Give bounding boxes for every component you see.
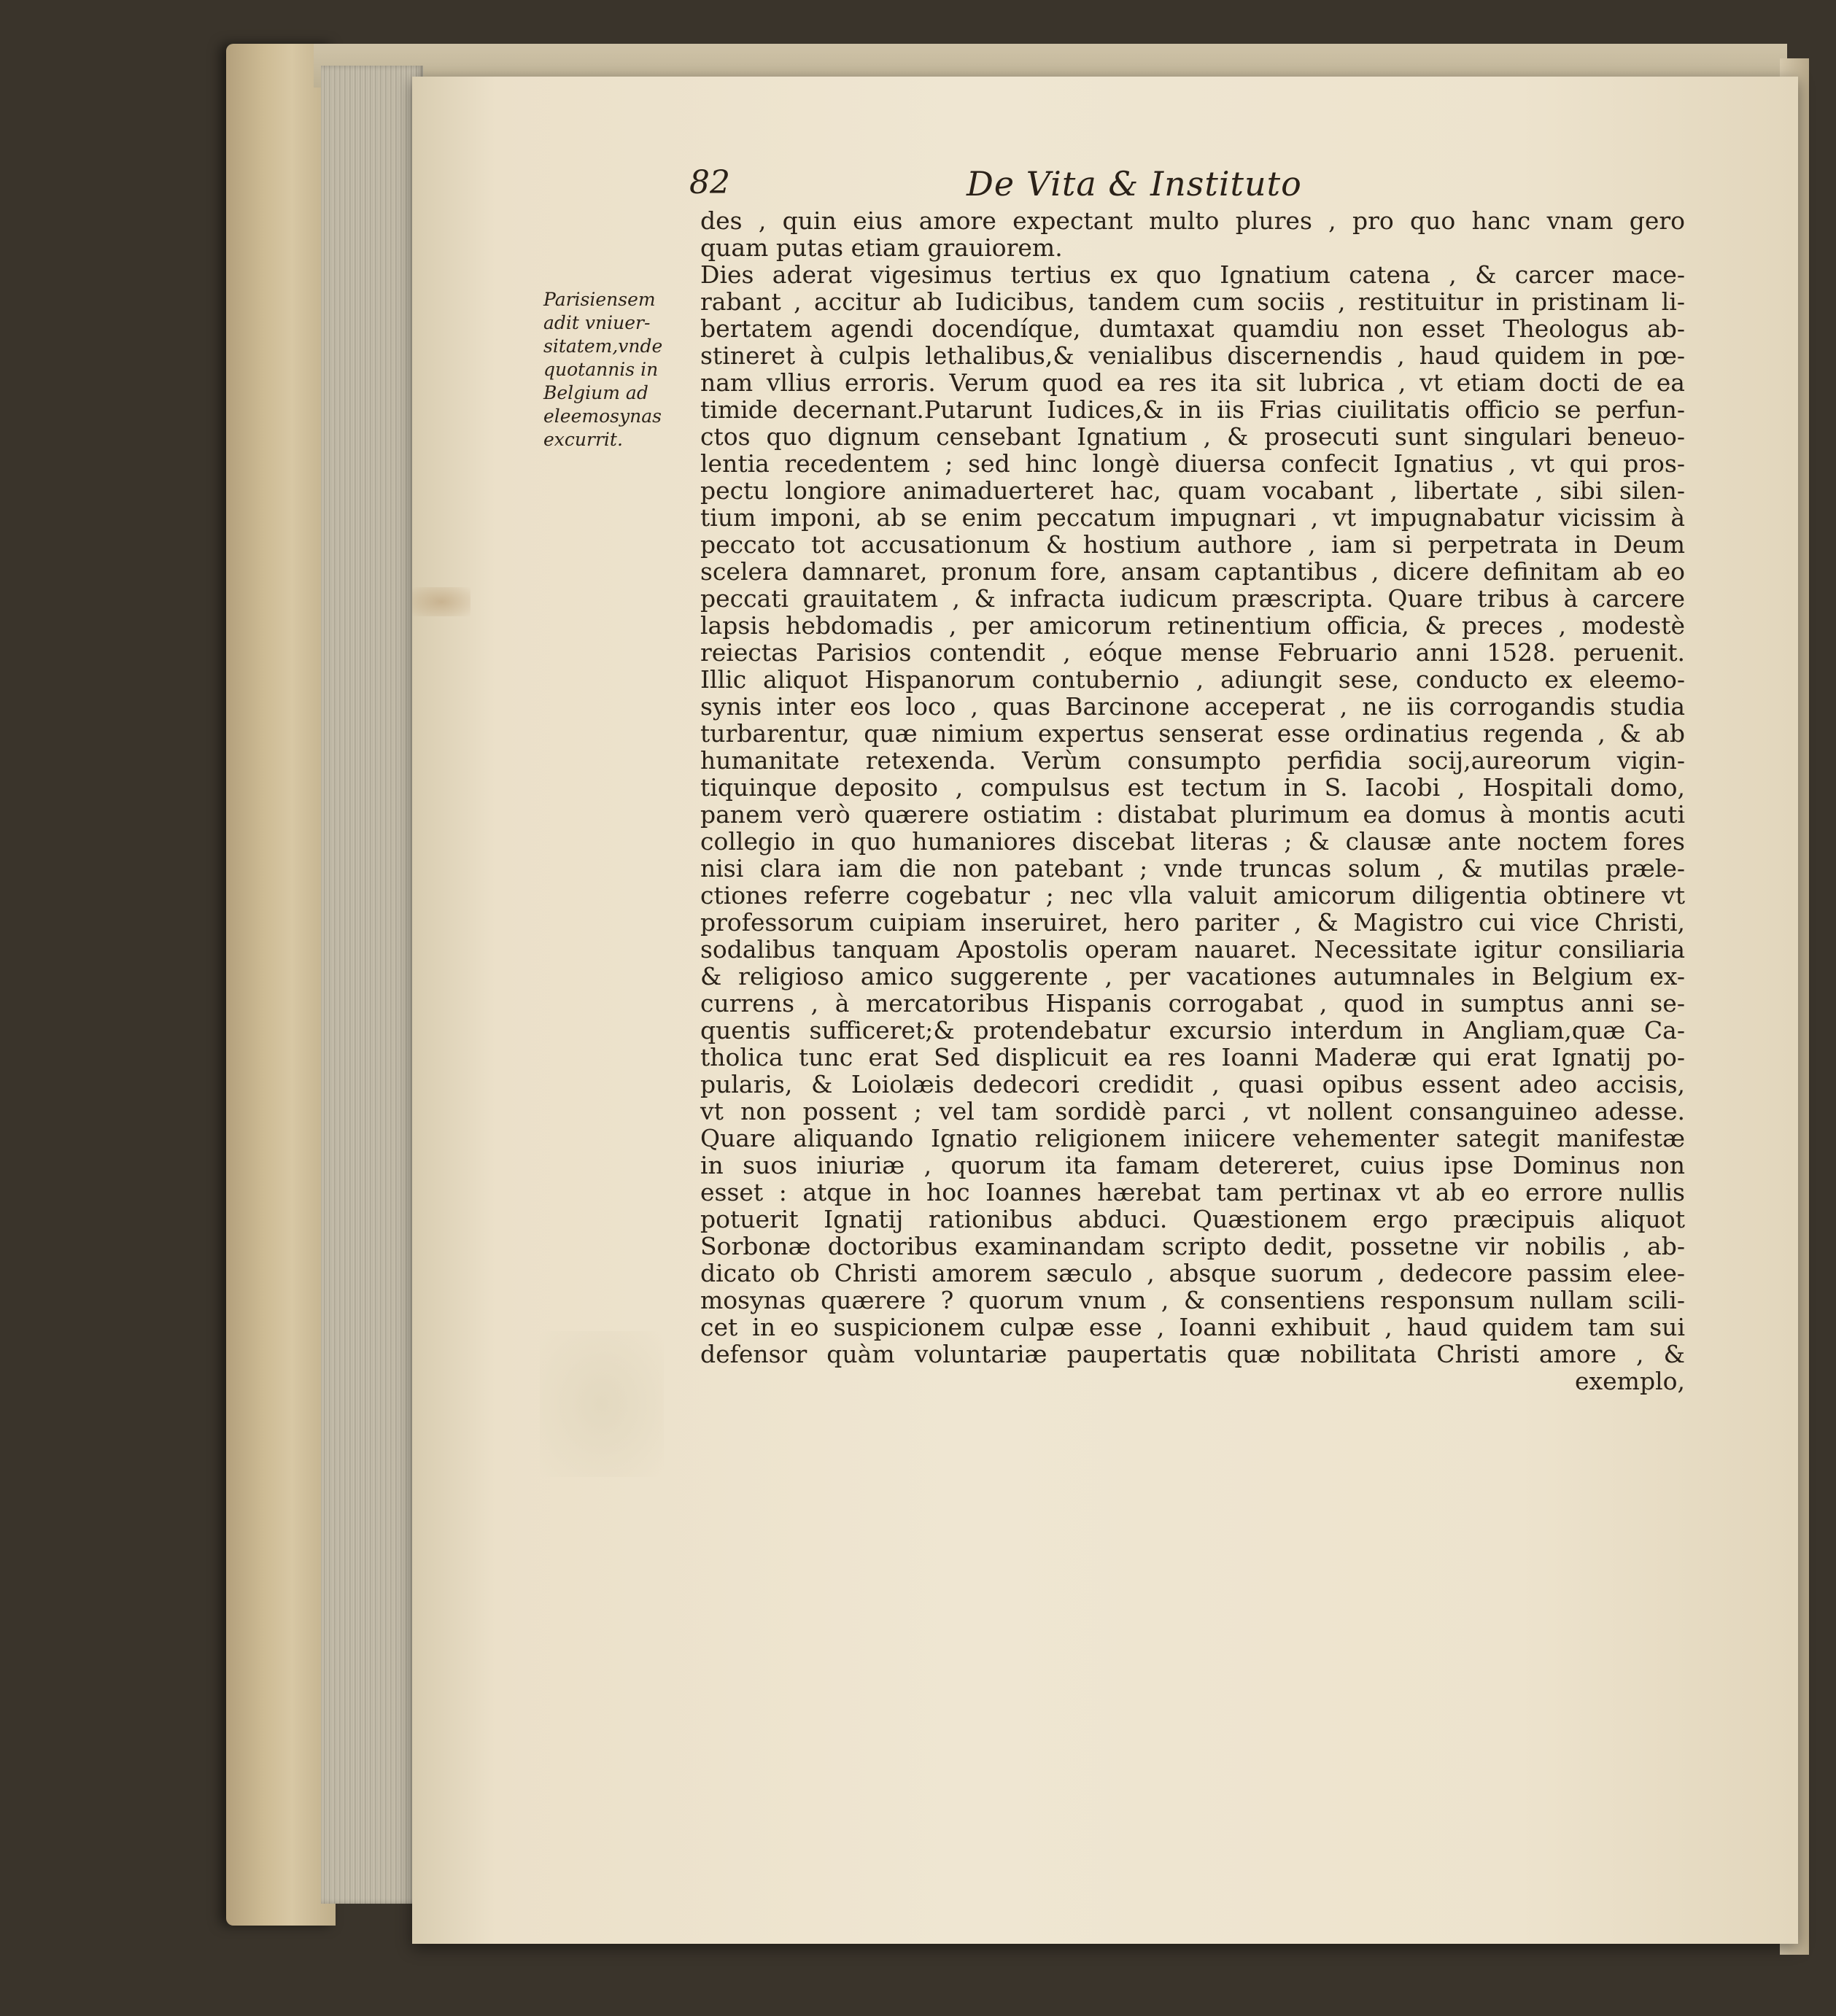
text-line: esset : atque in hoc Ioannes hærebat tam pertinax vt ab eo errore nullis <box>700 1178 1685 1206</box>
catchword: exemplo, <box>1575 1367 1685 1395</box>
text-line: nam vllius erroris. Verum quod ea res ita sit lubrica , vt etiam docti de ea <box>700 368 1685 397</box>
text-line: professorum cuipiam inseruiret, hero pariter , & Magistro cui vice Christi, <box>700 908 1685 937</box>
marginal-note-line: Parisiensem <box>543 289 656 310</box>
text-line: dicato ob Christi amorem sæculo , absque suorum , dedecore passim elee- <box>700 1259 1685 1287</box>
marginal-note-line: excurrit. <box>543 429 623 450</box>
text-line: reiectas Parisios contendit , eóque mense Februario anni 1528. peruenit. <box>700 638 1685 667</box>
body-text <box>700 208 1685 1395</box>
text-line: Quare aliquando Ignatio religionem iniicere vehementer sategit manifestæ <box>700 1124 1685 1152</box>
text-line: pectu longiore animaduerteret hac, quam vocabant , libertate , sibi silen- <box>700 476 1685 505</box>
text-line: sodalibus tanquam Apostolis operam nauaret. Necessitate igitur consiliaria <box>700 935 1685 964</box>
page-header <box>689 164 1769 208</box>
text-line: ctiones referre cogebatur ; nec vlla valuit amicorum diligentia obtinere vt <box>700 881 1685 910</box>
marginal-note-line: Belgium ad <box>543 382 648 403</box>
text-line: tium imponi, ab se enim peccatum impugnari , vt impugnabatur vicissim à <box>700 503 1685 532</box>
stain <box>412 587 470 616</box>
text-line: scelera damnaret, pronum fore, ansam captantibus , dicere definitam ab eo <box>700 557 1685 586</box>
text-line: bertatem agendi docendíque, dumtaxat quamdiu non esset Theologus ab- <box>700 314 1685 343</box>
text-line: Illic aliquot Hispanorum contubernio , adiungit sese, conducto ex eleemo- <box>700 665 1685 694</box>
text-line: turbarentur, quæ nimium expertus senserat esse ordinatius regenda , & ab <box>700 719 1685 748</box>
marginal-note-line: quotannis in <box>543 359 659 380</box>
text-line: des , quin eius amore expectant multo plures , pro quo hanc vnam gero <box>700 206 1685 235</box>
text-line: tiquinque deposito , compulsus est tectum in S. Iacobi , Hospitali domo, <box>700 773 1685 802</box>
text-line: lentia recedentem ; sed hinc longè diuersa confecit Ignatius , vt qui pros- <box>700 449 1685 478</box>
text-line: ctos quo dignum censebant Ignatium , & prosecuti sunt singulari beneuo- <box>700 422 1685 451</box>
text-line: collegio in quo humaniores discebat literas ; & clausæ ante noctem fores <box>700 827 1685 856</box>
text-line: tholica tunc erat Sed displicuit ea res Ioanni Maderæ qui erat Ignatij po- <box>700 1043 1685 1071</box>
text-line: quam putas etiam grauiorem. <box>700 233 1063 262</box>
text-line: in suos iniuriæ , quorum ita famam detereret, cuius ipse Dominus non <box>700 1151 1685 1179</box>
text-line: stineret à culpis lethalibus,& venialibus discernendis , haud quidem in pœ- <box>700 341 1685 370</box>
marginal-note-line: sitatem,vnde <box>543 336 663 357</box>
text-line: Dies aderat vigesimus tertius ex quo Ignatium catena , & carcer mace- <box>700 260 1685 289</box>
text-line: peccato tot accusationum & hostium authore , iam si perpetrata in Deum <box>700 530 1685 559</box>
text-line: nisi clara iam die non patebant ; vnde truncas solum , & mutilas præle- <box>700 854 1685 883</box>
marginal-note-line: adit vniuer- <box>543 312 651 333</box>
running-head: De Vita & Instituto <box>967 164 1302 203</box>
marginal-note-line: eleemosynas <box>543 406 662 427</box>
text-line: pularis, & Loiolæis dedecori credidit , quasi opibus essent adeo accisis, <box>700 1070 1685 1098</box>
page-number: 82 <box>689 164 730 201</box>
text-line: panem verò quærere ostiatim : distabat plurimum ea domus à montis acuti <box>700 800 1685 829</box>
text-line: synis inter eos loco , quas Barcinone acceperat , ne iis corrogandis studia <box>700 692 1685 721</box>
text-line: quentis sufficeret;& protendebatur excursio interdum in Angliam,quæ Ca- <box>700 1016 1685 1044</box>
marginal-note <box>543 288 689 451</box>
text-line: Sorbonæ doctoribus examinandam scripto dedit, possetne vir nobilis , ab- <box>700 1232 1685 1260</box>
text-line: cet in eo suspicionem culpæ esse , Ioanni exhibuit , haud quidem tam sui <box>700 1313 1685 1341</box>
text-line: humanitate retexenda. Verùm consumpto perfidia socij,aureorum vigin- <box>700 746 1685 775</box>
text-line: potuerit Ignatij rationibus abduci. Quæstionem ergo præcipuis aliquot <box>700 1205 1685 1233</box>
book-page <box>412 77 1798 1944</box>
paper-patch <box>540 1331 664 1477</box>
book-binding <box>226 44 336 1926</box>
page-edges <box>321 66 423 1904</box>
text-line: rabant , accitur ab Iudicibus, tandem cum sociis , restituitur in pristinam li- <box>700 287 1685 316</box>
text-line: currens , à mercatoribus Hispanis corrogabat , quod in sumptus anni se- <box>700 989 1685 1017</box>
text-line: lapsis hebdomadis , per amicorum retinentium officia, & preces , modestè <box>700 611 1685 640</box>
text-line: & religioso amico suggerente , per vacationes autumnales in Belgium ex- <box>700 962 1685 990</box>
text-line: timide decernant.Putarunt Iudices,& in iis Frias ciuilitatis officio se perfun- <box>700 395 1685 424</box>
text-line: vt non possent ; vel tam sordidè parci , vt nollent consanguineo adesse. <box>700 1097 1685 1125</box>
text-line: peccati grauitatem , & infracta iudicum præscripta. Quare tribus à carcere <box>700 584 1685 613</box>
text-line: defensor quàm voluntariæ paupertatis quæ nobilitata Christi amore , & <box>700 1340 1685 1368</box>
text-line: mosynas quærere ? quorum vnum , & consentiens responsum nullam scili- <box>700 1286 1685 1314</box>
